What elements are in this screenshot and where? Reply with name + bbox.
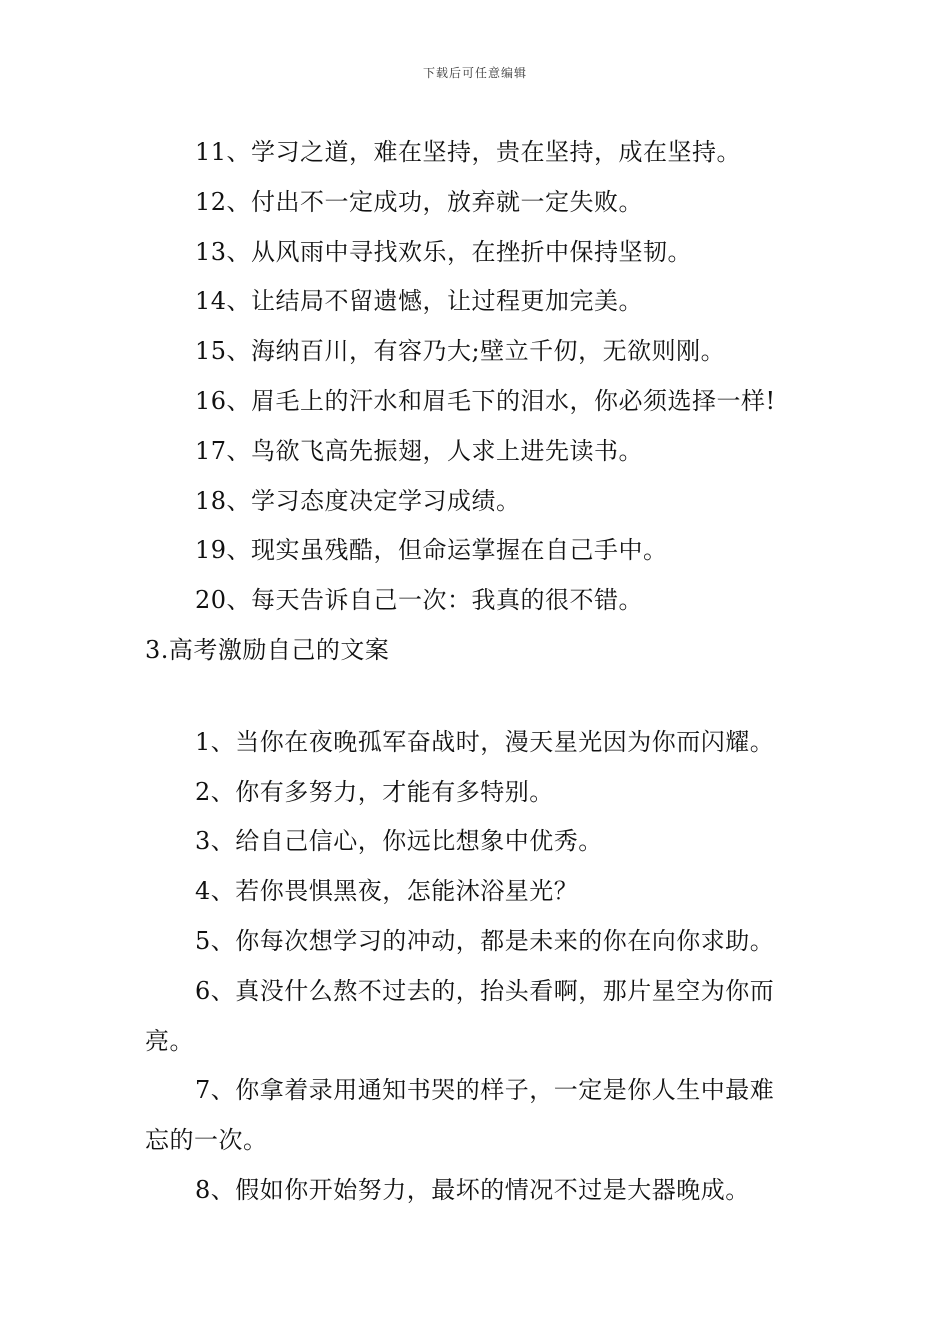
list-item: 17、鸟欲飞高先振翅，人求上进先读书。 (195, 436, 644, 465)
section-heading: 3.高考激励自己的文案 (145, 635, 390, 664)
list-item: 1、当你在夜晚孤军奋战时，漫天星光因为你而闪耀。 (195, 727, 775, 756)
list-item: 5、你每次想学习的冲动，都是未来的你在向你求助。 (195, 926, 775, 955)
list-item: 13、从风雨中寻找欢乐，在挫折中保持坚韧。 (195, 237, 693, 266)
list-item: 18、学习态度决定学习成绩。 (195, 486, 521, 515)
list-item: 14、让结局不留遗憾，让过程更加完美。 (195, 287, 644, 316)
document-body (145, 128, 815, 1216)
list-item: 8、假如你开始努力，最坏的情况不过是大器晚成。 (195, 1175, 750, 1204)
list-item: 3、给自己信心，你远比想象中优秀。 (195, 827, 603, 856)
list-item: 15、海纳百川，有容乃大;壁立千仞，无欲则刚。 (195, 337, 726, 366)
list-item: 11、学习之道，难在坚持，贵在坚持，成在坚持。 (195, 138, 742, 166)
list-item: 16、眉毛上的汗水和眉毛下的泪水，你必须选择一样! (195, 386, 776, 415)
list-item: 6、真没什么熬不过去的，抬头看啊，那片星空为你而 (195, 976, 775, 1005)
section-spacer (145, 676, 815, 718)
list-item: 19、现实虽残酷，但命运掌握在自己手中。 (195, 536, 668, 565)
list-item: 7、你拿着录用通知书哭的样子，一定是你人生中最难 (195, 1076, 775, 1105)
list-item: 12、付出不一定成功，放弃就一定失败。 (195, 187, 644, 216)
list-item-continuation: 忘的一次。 (145, 1126, 268, 1155)
list-item: 2、你有多努力，才能有多特别。 (195, 777, 554, 806)
list-item: 20、每天告诉自己一次：我真的很不错。 (195, 586, 644, 615)
page-header: 下载后可任意编辑 (422, 66, 527, 80)
list-item-continuation: 亮。 (145, 1026, 194, 1055)
list-item: 4、若你畏惧黑夜，怎能沐浴星光？ (195, 877, 579, 906)
